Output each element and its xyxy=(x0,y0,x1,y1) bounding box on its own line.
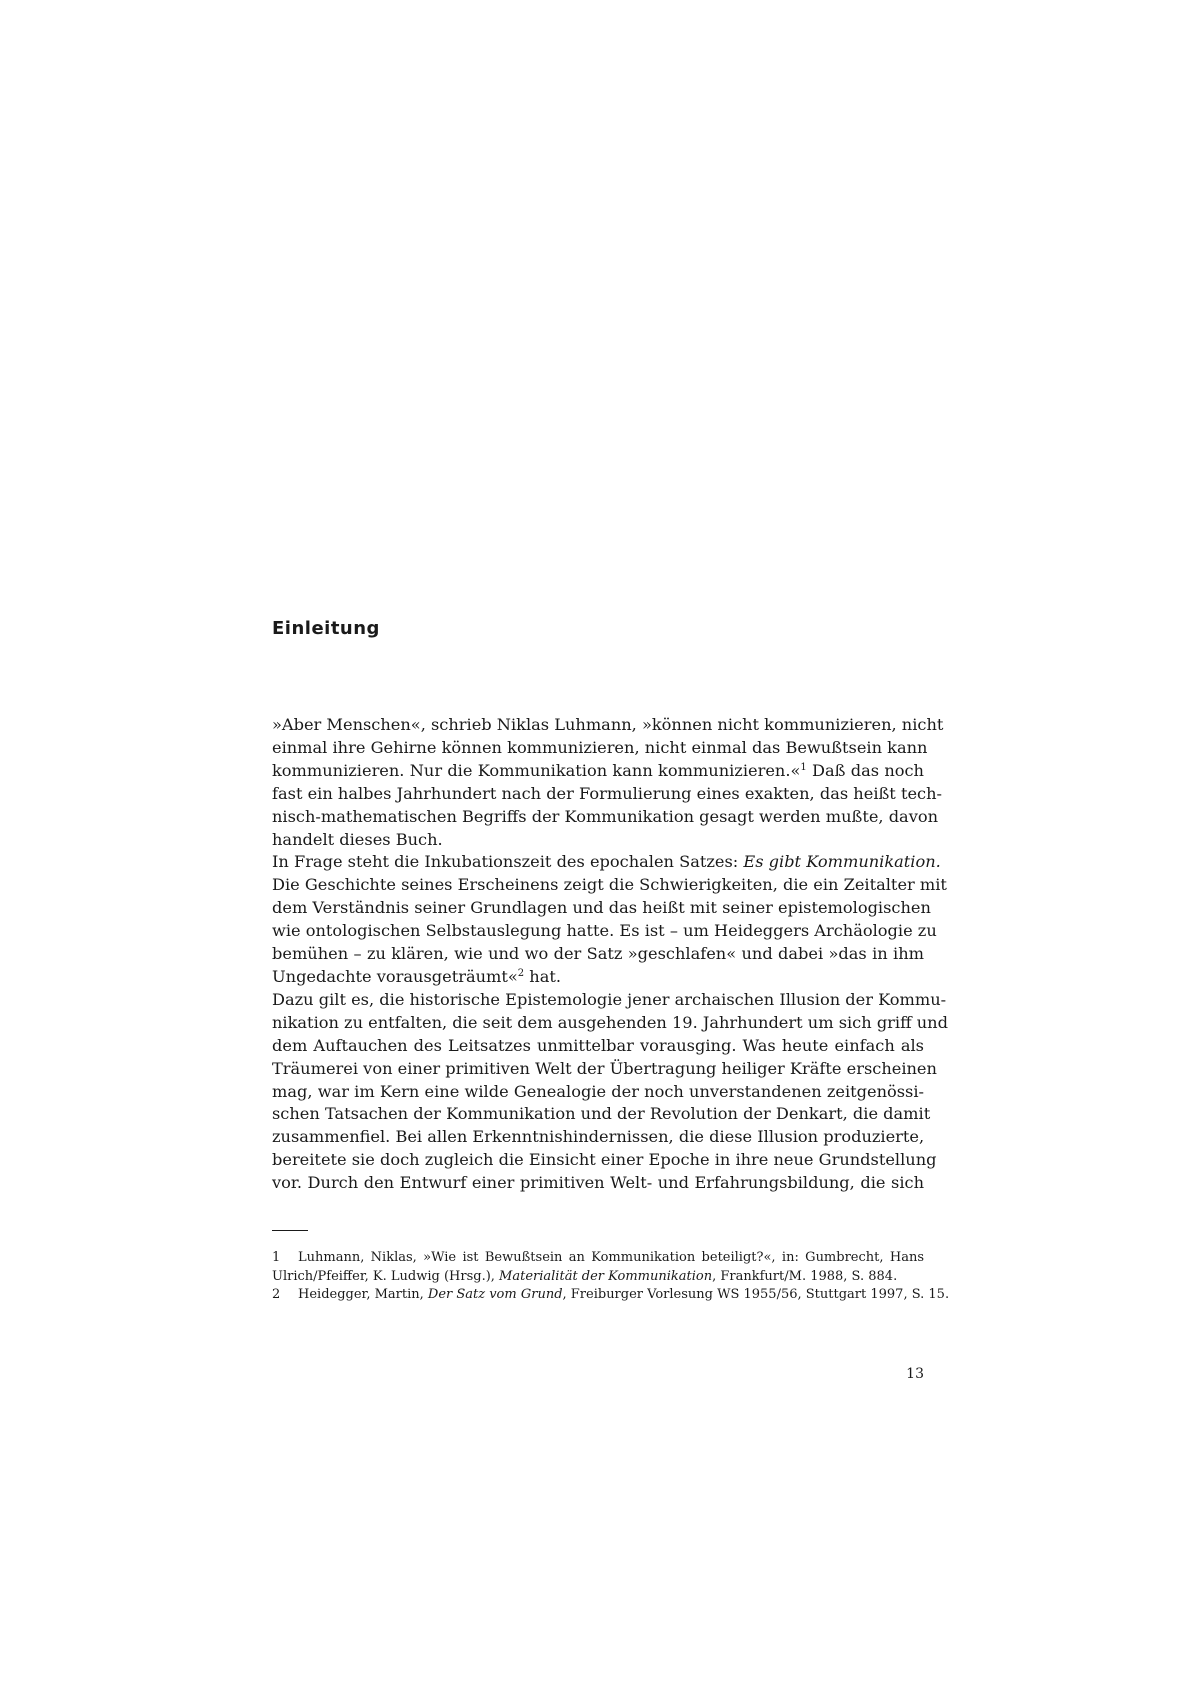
paragraph-3 xyxy=(272,989,948,1195)
text-line: zusammenfiel. Bei allen Erkenntnishindernissen, die diese Illusion produzierte, xyxy=(272,1127,925,1147)
text-line: dem Auftauchen des Leitsatzes unmittelbar vorausging. Was heute einfach als xyxy=(272,1035,924,1055)
text-segment: kommunizieren. Nur die Kommunikation kann kommunizieren.« xyxy=(272,760,801,780)
footnote-number: 2 xyxy=(272,1287,281,1302)
text-line: vor. Durch den Entwurf einer primitiven Welt- und Erfahrungsbildung, die sich xyxy=(272,1173,924,1193)
page-number: 13 xyxy=(906,1366,924,1382)
footnote-ref-1[interactable]: 1 xyxy=(800,761,807,773)
footnote-line xyxy=(272,1268,924,1287)
emphasis-text: Der Satz vom Grund xyxy=(427,1287,563,1302)
footnotes xyxy=(272,1249,950,1305)
text-segment: Ulrich/Pfeiffer, K. Ludwig (Hrsg.), xyxy=(272,1268,500,1284)
emphasis-text: Es gibt Kommunikation. xyxy=(743,852,941,872)
text-segment: Luhmann, Niklas, »Wie ist Bewußtsein an Kommunikation beteiligt?«, in: Gumbrecht, Hans xyxy=(298,1250,924,1265)
text-line: dem Verständnis seiner Grundlagen und das heißt mit seiner epistemologischen xyxy=(272,898,931,918)
body-text xyxy=(272,714,948,1195)
text-line: nikation zu entfalten, die seit dem ausgehenden 19. Jahrhundert um sich griff und xyxy=(272,1012,948,1032)
text-line: »Aber Menschen«, schrieb Niklas Luhmann, »können nicht kommunizieren, nicht xyxy=(272,715,944,734)
footnote-line xyxy=(272,1286,950,1305)
text-line: einmal ihre Gehirne können kommunizieren, nicht einmal das Bewußtsein kann xyxy=(272,737,928,757)
text-line: bemühen – zu klären, wie und wo der Satz »geschlafen« und dabei »das in ihm xyxy=(272,944,924,964)
text-line: Dazu gilt es, die historische Epistemologie jener archaischen Illusion der Kommu- xyxy=(272,989,947,1009)
emphasis-text: Materialität der Kommunikation xyxy=(499,1268,713,1284)
text-segment: , Freiburger Vorlesung WS 1955/56, Stuttgart 1997, S. 15. xyxy=(562,1287,950,1302)
paragraph-1 xyxy=(272,714,944,851)
text-line: bereitete sie doch zugleich die Einsicht einer Epoche in ihre neue Grundstellung xyxy=(272,1150,937,1170)
text-line xyxy=(272,760,924,783)
text-line: nisch-mathematischen Begriffs der Kommunikation gesagt werden mußte, davon xyxy=(272,806,939,826)
footnote-2 xyxy=(272,1286,950,1305)
text-line xyxy=(272,851,941,874)
chapter-title: Einleitung xyxy=(272,618,380,639)
footnote-divider xyxy=(272,1230,308,1231)
text-segment: , Frankfurt/M. 1988, S. 884. xyxy=(712,1268,898,1284)
text-line: Die Geschichte seines Erscheinens zeigt die Schwierigkeiten, die ein Zeitalter mit xyxy=(272,875,947,895)
text-segment: Daß das noch xyxy=(806,760,924,780)
footnote-ref-2[interactable]: 2 xyxy=(517,967,525,979)
text-segment: Heidegger, Martin, xyxy=(298,1287,428,1302)
text-line: fast ein halbes Jahrhundert nach der Formulierung eines exakten, das heißt tech- xyxy=(272,783,943,803)
text-segment: In Frage steht die Inkubationszeit des epochalen Satzes: xyxy=(272,852,744,872)
text-line: Träumerei von einer primitiven Welt der Übertragung heiliger Kräfte erscheinen xyxy=(272,1058,937,1078)
text-segment: hat. xyxy=(524,966,562,986)
text-line xyxy=(272,966,924,989)
footnote-1 xyxy=(272,1249,924,1286)
text-segment: Ungedachte vorausgeträumt« xyxy=(272,966,518,986)
text-line: schen Tatsachen der Kommunikation und der Revolution der Denkart, die damit xyxy=(272,1104,931,1124)
footnote-line xyxy=(272,1249,924,1268)
footnote-number: 1 xyxy=(272,1250,281,1265)
text-line: wie ontologischen Selbstauslegung hatte. Es ist – um Heideggers Archäologie zu xyxy=(272,921,937,941)
paragraph-2 xyxy=(272,851,947,988)
text-line: mag, war im Kern eine wilde Genealogie der noch unverstandenen zeitgenössi- xyxy=(272,1081,924,1101)
text-line: handelt dieses Buch. xyxy=(272,829,443,849)
